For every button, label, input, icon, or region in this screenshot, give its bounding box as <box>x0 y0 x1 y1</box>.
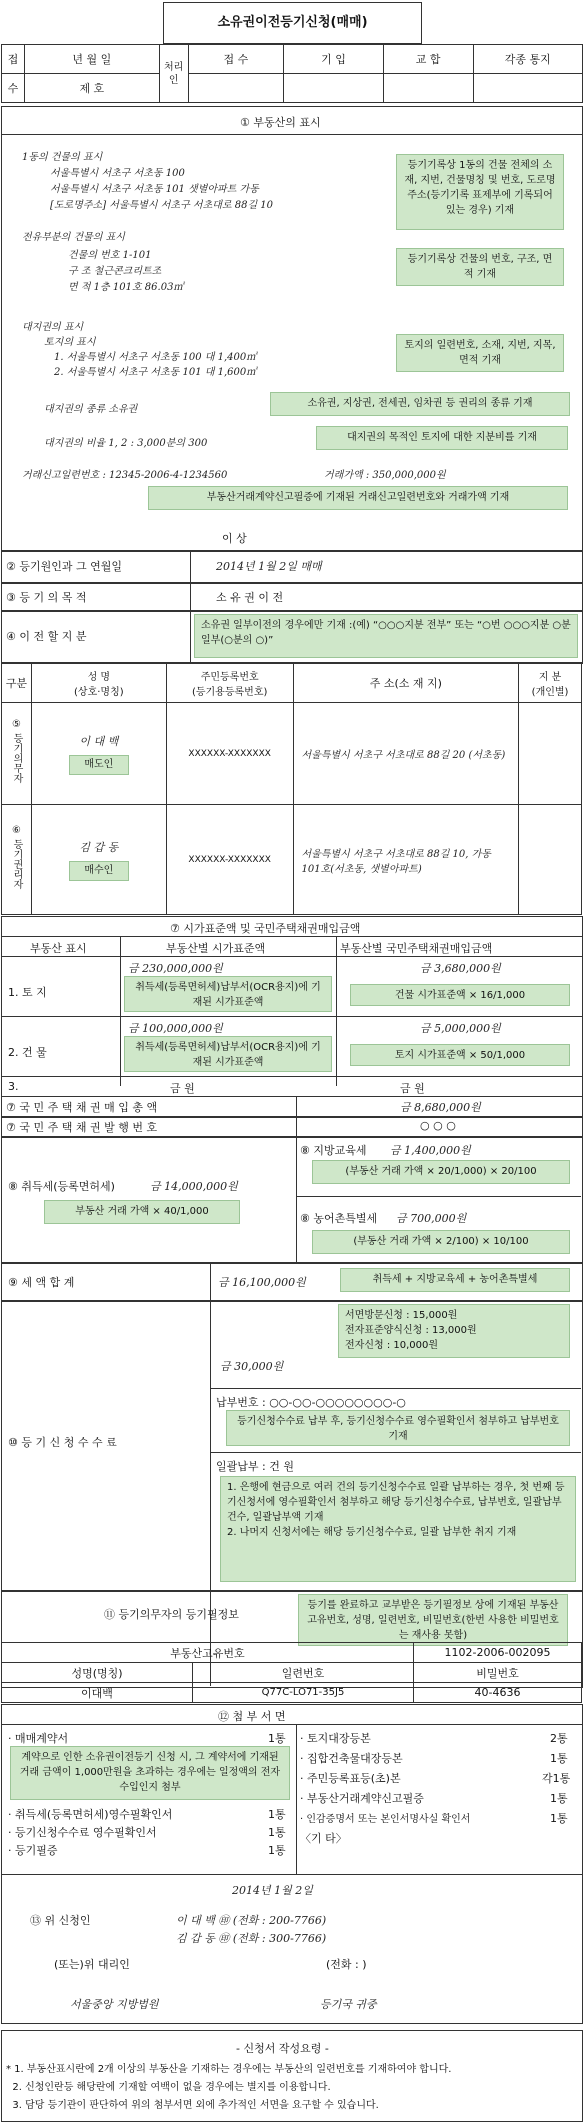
agent-phone[interactable]: (전화 : ) <box>326 1958 367 1971</box>
valuation-row-1-bond[interactable]: 금 3,680,000원 <box>420 962 501 975</box>
unit-header: 전유부분의 건물의 표시 <box>22 232 125 243</box>
bond-total-value[interactable]: 금 8,680,000원 <box>400 1101 481 1114</box>
acq-tax-note: 부동산 거래 가액 × 40/1,000 <box>44 1200 240 1224</box>
local-tax-note: (부동산 거래 가액 × 20/1,000) × 20/100 <box>312 1160 570 1184</box>
title-box <box>163 2 422 44</box>
attach-left-4: · 등기필증 <box>8 1844 58 1857</box>
reception-label-2: 수 <box>2 74 25 103</box>
reception-label-1: 접 <box>2 45 25 74</box>
cert-name-value[interactable]: 이대백 <box>2 1683 193 1703</box>
applicant-1[interactable]: 이 대 백 ㊞ (전화 : 200-7766) <box>176 1914 327 1927</box>
holder-name: 김 갑 동 <box>79 840 119 854</box>
applicant-2[interactable]: 김 갑 동 ㊞ (전화 : 300-7766) <box>176 1932 327 1945</box>
cert-unique-label: 부동산고유번호 <box>2 1643 414 1663</box>
building-line-3: [도로명주소] 서울특별시 서초구 서초대로 88길 10 <box>50 200 274 211</box>
unit-line-2: 구 조 철근콘크리트조 <box>68 266 162 277</box>
note-right-type: 소유권, 지상권, 전세권, 임차권 등 권리의 종류 기재 <box>270 392 570 416</box>
land-line-1: 1. 서울특별시 서초구 서초동 100 대 1,400㎡ <box>54 352 257 363</box>
guide-item-3: 3. 담당 등기관이 판단하여 위의 첨부서면 외에 추가적인 서면을 요구할 수 있습니다. <box>6 2100 379 2111</box>
attach-left-1: · 매매계약서 <box>8 1732 69 1745</box>
purpose-label: ③ 등 기 의 목 적 <box>6 591 87 604</box>
guide-item-1: * 1. 부동산표시란에 2개 이상의 부동산을 기재하는 경우에는 부동산의 일련번호를 기재하여야 합니다. <box>6 2064 452 2075</box>
rural-tax-value[interactable]: 금 700,000원 <box>396 1212 467 1225</box>
parties-col-share: 지 분 (개인별) <box>519 663 582 703</box>
valuation-col-1: 부동산 표시 <box>30 942 87 955</box>
attach-right-5-count: 1통 <box>550 1812 568 1825</box>
attach-left-note: 계약으로 인한 소유권이전등기 신청 시, 그 계약서에 기재된 거래 금액이 1,000만원을 초과하는 경우에는 일정액의 전자수입인지 첨부 <box>10 1746 290 1800</box>
attach-right-5: · 인감증명서 또는 본인서명사실 확인서 <box>300 1814 471 1825</box>
holder-role: 매수인 <box>69 861 129 881</box>
parties-col-id: 주민등록번호 (등기용등록번호) <box>166 663 293 703</box>
attach-right-2-count: 1통 <box>550 1752 568 1765</box>
valuation-row-2-bond[interactable]: 금 5,000,000원 <box>420 1022 501 1035</box>
attach-right-3: · 주민등록표등(초)본 <box>300 1772 401 1785</box>
right-type: 대지권의 종류 소유권 <box>44 404 138 415</box>
holder-address[interactable]: 서울특별시 서초구 서초대로 88길 10, 가동 101호(서초동, 샛별아파트) <box>293 805 519 915</box>
rural-tax-label: ⑧ 농어촌특별세 <box>300 1212 378 1225</box>
valuation-row-1-std-note: 취득세(등록면허세)납부서(OCR용지)에 기재된 시가표준액 <box>124 976 332 1012</box>
purpose-value: 소 유 권 이 전 <box>216 591 284 604</box>
check-label: 교 합 <box>383 45 473 74</box>
cert-note: 등기를 완료하고 교부받은 등기필정보 상에 기재된 부동산고유번호, 성명, 일련번호, 비밀번호(한번 사용한 비밀번호는 재사용 못함) <box>298 1594 568 1646</box>
attach-left-3-count: 1통 <box>268 1826 286 1839</box>
attach-left-1-count: 1통 <box>268 1732 286 1745</box>
note-unit: 등기기록상 건물의 번호, 구조, 면적 기재 <box>396 248 564 286</box>
valuation-col-3: 부동산별 국민주택채권매입금액 <box>340 942 493 955</box>
attach-left-2-count: 1통 <box>268 1808 286 1821</box>
reception-table <box>1 44 583 103</box>
share-label: ④ 이 전 할 지 분 <box>6 630 87 643</box>
valuation-row-3-std[interactable]: 금 원 <box>170 1082 195 1095</box>
obligor-id[interactable]: XXXXXX-XXXXXXX <box>166 703 293 805</box>
obligor-label: ⑤ 등기의무자 <box>2 703 32 805</box>
unit-line-3: 면 적 1층 101호 86.03㎡ <box>68 282 184 293</box>
handler-label: 처리인 <box>159 45 188 103</box>
acq-tax-label: ⑧ 취득세(등록면허세) <box>8 1180 115 1193</box>
number-label: 제 호 <box>24 74 159 103</box>
building-header: 1동의 건물의 표시 <box>22 152 103 163</box>
notice-label: 각종 통지 <box>473 45 582 74</box>
valuation-row-1-bond-note: 건물 시가표준액 × 16/1,000 <box>350 984 570 1006</box>
attach-right-4-count: 1통 <box>550 1792 568 1805</box>
end-mark: 이 상 <box>222 532 247 545</box>
cert-col-serial: 일련번호 <box>193 1663 414 1683</box>
valuation-row-2-std-note: 취득세(등록면허세)납부서(OCR용지)에 기재된 시가표준액 <box>124 1036 332 1072</box>
acq-tax-value[interactable]: 금 14,000,000원 <box>150 1180 238 1193</box>
holder-id[interactable]: XXXXXX-XXXXXXX <box>166 805 293 915</box>
unit-line-1: 건물의 번호 1-101 <box>68 250 152 261</box>
parties-col-type: 구분 <box>2 663 32 703</box>
guide-title: - 신청서 작성요령 - <box>236 2042 329 2055</box>
attach-date[interactable]: 2014년 1월 2일 <box>232 1884 313 1897</box>
tax-sum-value[interactable]: 금 16,100,000원 <box>218 1276 306 1289</box>
receipt-cell[interactable] <box>188 74 284 103</box>
fee-bulk[interactable]: 일괄납부 : 건 원 <box>216 1460 294 1473</box>
cert-unique-value[interactable]: 1102-2006-002095 <box>414 1643 582 1663</box>
cert-col-name: 성명(명칭) <box>2 1663 193 1683</box>
fee-pay-note: 등기신청수수료 납부 후, 등기신청수수료 영수필확인서 첨부하고 납부번호 기재 <box>226 1410 570 1446</box>
holder-label: ⑥ 등기권리자 <box>2 805 32 915</box>
attach-left-2: · 취득세(등록면허세)영수필확인서 <box>8 1808 173 1821</box>
check-cell[interactable] <box>383 74 473 103</box>
valuation-row-1-label: 1. 토 지 <box>8 986 47 999</box>
valuation-heading: ⑦ 시가표준액 및 국민주택채권매입금액 <box>170 922 361 935</box>
obligor-name: 이 대 백 <box>79 734 119 748</box>
rural-tax-note: (부동산 거래 가액 × 2/100) × 10/100 <box>312 1230 570 1254</box>
entry-cell[interactable] <box>284 74 384 103</box>
entry-label: 기 입 <box>284 45 384 74</box>
bond-total-label: ⑦ 국 민 주 택 채 권 매 입 총 액 <box>6 1101 158 1114</box>
holder-name-cell[interactable] <box>31 805 166 915</box>
attach-right-6: 〈기 타〉 <box>300 1832 347 1845</box>
applicant-label: ⑬ 위 신청인 <box>30 1914 91 1927</box>
valuation-row-2-std[interactable]: 금 100,000,000원 <box>128 1022 223 1035</box>
fee-breakdown: 서면방문신청 : 15,000원 전자표준양식신청 : 13,000원 전자신청 : 10,000원 <box>338 1304 570 1358</box>
cert-label: ⑪ 등기의무자의 등기필정보 <box>104 1608 239 1621</box>
cause-value: 2014년 1월 2일 매매 <box>216 560 322 573</box>
parties-table <box>1 662 582 915</box>
purpose-row <box>1 582 583 612</box>
cert-col-password: 비밀번호 <box>414 1663 582 1683</box>
parties-col-address: 주 소(소 재 지) <box>293 663 519 703</box>
bond-number-value[interactable]: ○ ○ ○ <box>420 1119 456 1132</box>
trade-price: 거래가액 : 350,000,000원 <box>324 470 446 481</box>
land-sub-header: 토지의 표시 <box>44 337 96 348</box>
fee-bulk-note: 1. 은행에 현금으로 여러 건의 등기신청수수료 일괄 납부하는 경우, 첫 번째 등기신청서에 영수필확인서 첨부하고 해당 등기신청수수료, 납부번호, 일괄납부 건수, 일괄납부액 기재 2. 나머지 신청서에는 해당 등기신청수수료, 일괄 납부한 취지 기재 <box>220 1476 576 1582</box>
form-title: 소유권이전등기신청(매매) <box>217 15 368 30</box>
attach-heading: ⑫ 첨 부 서 면 <box>218 1710 286 1723</box>
valuation-section <box>1 916 583 1118</box>
holder-share[interactable] <box>519 805 582 915</box>
local-tax-label: ⑧ 지방교육세 <box>300 1144 367 1157</box>
valuation-row-2-label: 2. 건 물 <box>8 1046 47 1059</box>
valuation-row-1-std[interactable]: 금 230,000,000원 <box>128 962 223 975</box>
cert-password-value[interactable]: 40-4636 <box>414 1683 582 1703</box>
valuation-col-2: 부동산별 시가표준액 <box>166 942 266 955</box>
obligor-share[interactable] <box>519 703 582 805</box>
bond-number-label: ⑦ 국 민 주 택 채 권 발 행 번 호 <box>6 1121 158 1134</box>
trade-number: 거래신고일련번호 : 12345-2006-4-1234560 <box>22 470 228 481</box>
share-note: 소유권 일부이전의 경우에만 기재 :(예) “○○○지분 전부” 또는 “○번 ○○○지분 ○분 일부(○분의 ○)” <box>194 614 578 658</box>
valuation-row-2-bond-note: 토지 시가표준액 × 50/1,000 <box>350 1044 570 1066</box>
note-land: 토지의 일련번호, 소재, 지번, 지목, 면적 기재 <box>396 334 564 372</box>
local-tax-value[interactable]: 금 1,400,000원 <box>390 1144 471 1157</box>
court-name[interactable]: 서울중앙 지방법원 <box>70 1998 159 2011</box>
court-suffix: 등기국 귀중 <box>320 1998 377 2011</box>
building-line-1: 서울특별시 서초구 서초동 100 <box>50 168 185 179</box>
attach-left-4-count: 1통 <box>268 1844 286 1857</box>
cert-table <box>1 1642 582 1703</box>
year-month-day-label: 년 월 일 <box>24 45 159 74</box>
land-line-2: 2. 서울특별시 서초구 서초동 101 대 1,600㎡ <box>54 367 257 378</box>
right-ratio: 대지권의 비율 1, 2 : 3,000분의 300 <box>44 438 208 449</box>
tax-sum-note: 취득세 + 지방교육세 + 농어촌특별세 <box>340 1268 570 1292</box>
obligor-role: 매도인 <box>69 755 129 775</box>
building-line-2: 서울특별시 서초구 서초동 101 샛별아파트 가동 <box>50 184 259 195</box>
note-building: 등기기록상 1동의 건물 전체의 소재, 지번, 건물명칭 및 번호, 도로명주소(등기기록 표제부에 기록되어 있는 경우) 기재 <box>396 154 564 230</box>
notice-cell[interactable] <box>473 74 582 103</box>
fee-pay-number[interactable]: 납부번호 : ○○-○○-○○○○○○○○-○ <box>216 1396 406 1409</box>
valuation-row-3-bond[interactable]: 금 원 <box>400 1082 425 1095</box>
note-trade: 부동산거래계약신고필증에 기재된 거래신고일련번호와 거래가액 기재 <box>148 486 568 510</box>
fee-label: ⑩ 등 기 신 청 수 수 료 <box>8 1436 117 1449</box>
obligor-address[interactable]: 서울특별시 서초구 서초대로 88길 20 (서초동) <box>293 703 519 805</box>
obligor-name-cell[interactable] <box>31 703 166 805</box>
attach-right-1-count: 2통 <box>550 1732 568 1745</box>
receipt-label: 접 수 <box>188 45 284 74</box>
attach-right-4: · 부동산거래계약신고필증 <box>300 1792 424 1805</box>
note-ratio: 대지권의 목적인 토지에 대한 지분비를 기재 <box>316 426 568 450</box>
parties-col-name: 성 명 (상호·명칭) <box>31 663 166 703</box>
attach-right-3-count: 각1통 <box>542 1772 571 1785</box>
attach-left-3: · 등기신청수수료 영수필확인서 <box>8 1826 157 1839</box>
tax-sum-label: ⑨ 세 액 합 계 <box>8 1276 75 1289</box>
fee-amount[interactable]: 금 30,000원 <box>220 1360 284 1373</box>
attach-right-1: · 토지대장등본 <box>300 1732 371 1745</box>
cert-serial-value[interactable]: Q77C-LO71-35J5 <box>193 1683 414 1703</box>
agent-label: (또는)위 대리인 <box>54 1958 130 1971</box>
cause-label: ② 등기원인과 그 연월일 <box>6 560 122 573</box>
property-heading: ① 부동산의 표시 <box>240 116 321 129</box>
land-header: 대지권의 표시 <box>22 322 84 333</box>
valuation-row-3-label: 3. <box>8 1080 19 1093</box>
guide-item-2: 2. 신청인란등 해당란에 기재할 여백이 없을 경우에는 별지를 이용합니다. <box>6 2082 331 2093</box>
attach-right-2: · 집합건축물대장등본 <box>300 1752 403 1765</box>
